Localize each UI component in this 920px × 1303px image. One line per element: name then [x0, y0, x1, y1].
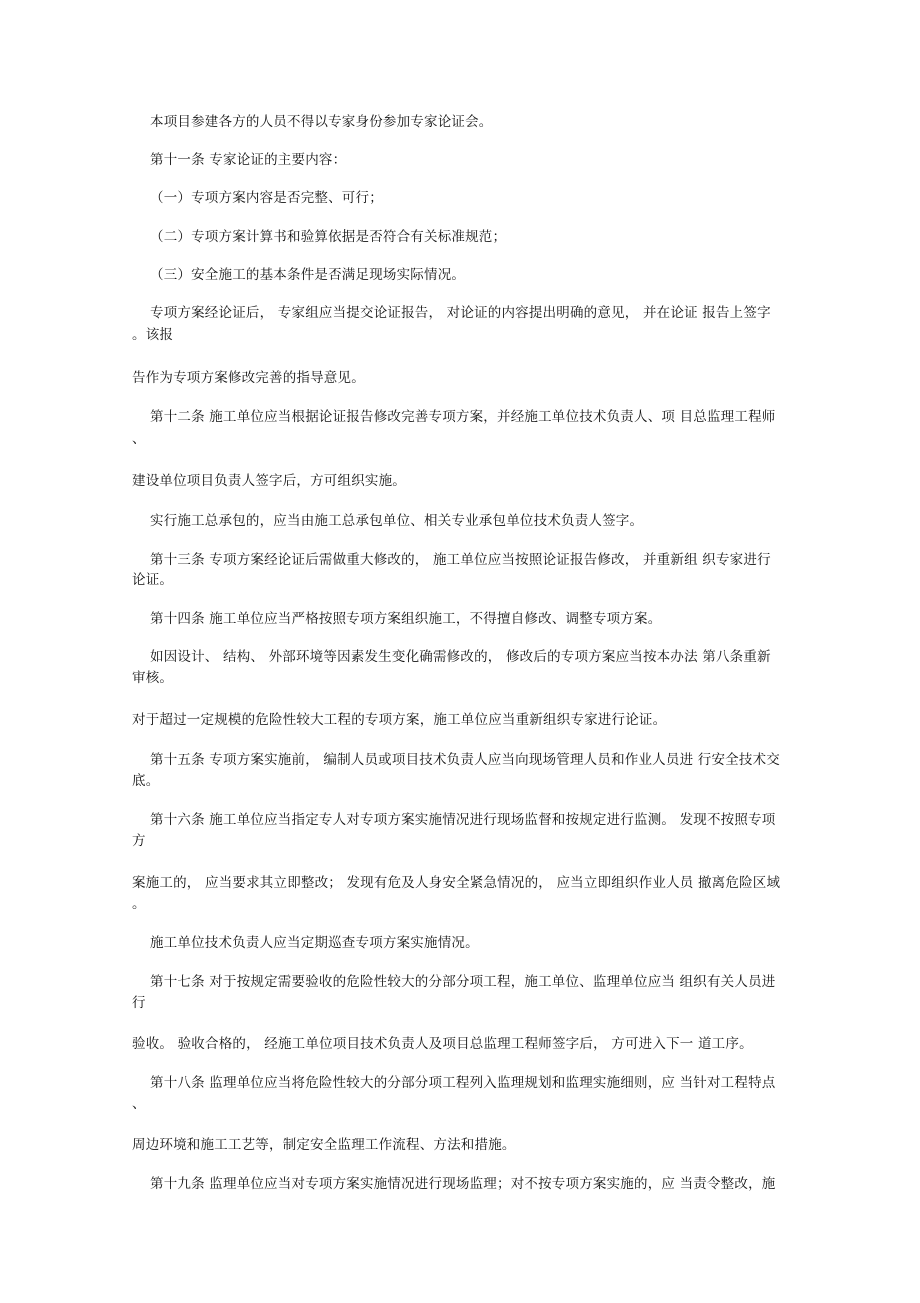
paragraph-line: 周边环境和施工工艺等，制定安全监理工作流程、方法和措施。	[132, 1137, 516, 1153]
paragraph-line: 。该报	[132, 327, 174, 343]
article-13-line: 第十三条 专项方案经论证后需做重大修改的， 施工单位应当按照论证报告修改， 并重新组 织专家进行	[150, 552, 771, 568]
paragraph-line: 施工单位技术负责人应当定期巡查专项方案实施情况。	[150, 935, 479, 951]
paragraph-line: 、	[132, 431, 146, 447]
paragraph-line: 论证。	[132, 572, 174, 588]
paragraph-line: 。	[132, 896, 146, 912]
paragraph-line: 方	[132, 833, 146, 849]
article-16-line: 第十六条 施工单位应当指定专人对专项方案实施情况进行现场监督和按规定进行监测。 发现不按照专项	[150, 812, 776, 828]
article-12-line: 第十二条 施工单位应当根据论证报告修改完善专项方案，并经施工单位技术负责人、项 目总监理工程师	[150, 409, 776, 425]
paragraph-line: 底。	[132, 773, 160, 789]
paragraph-line: 本项目参建各方的人员不得以专家身份参加专家论证会。	[150, 114, 493, 130]
paragraph-line: 验收。 验收合格的， 经施工单位项目技术负责人及项目总监理工程师签字后， 方可进入下一 道工序。	[132, 1036, 753, 1052]
paragraph-line: 告作为专项方案修改完善的指导意见。	[132, 370, 365, 386]
paragraph-line: 对于超过一定规模的危险性较大工程的专项方案，施工单位应当重新组织专家进行论证。	[132, 712, 667, 728]
list-item: （一）专项方案内容是否完整、可行；	[150, 190, 383, 206]
list-item: （二）专项方案计算书和验算依据是否符合有关标准规范；	[150, 229, 507, 245]
paragraph-line: 如因设计、 结构、 外部环境等因素发生变化确需修改的， 修改后的专项方案应当按本办法 第八条重新	[150, 649, 771, 665]
paragraph-line: 行	[132, 995, 146, 1011]
article-11-heading: 第十一条 专家论证的主要内容：	[150, 152, 347, 168]
article-18-line: 第十八条 监理单位应当将危险性较大的分部分项工程列入监理规划和监理实施细则，应 当针对工程特点	[150, 1075, 776, 1091]
list-item: （三）安全施工的基本条件是否满足现场实际情况。	[150, 267, 466, 283]
article-15-line: 第十五条 专项方案实施前， 编制人员或项目技术负责人应当向现场管理人员和作业人员进 行安全技术交	[150, 752, 780, 768]
paragraph-line: 案施工的， 应当要求其立即整改； 发现有危及人身安全紧急情况的， 应当立即组织作业人员 撤离危险区域	[132, 875, 781, 891]
article-17-line: 第十七条 对于按规定需要验收的危险性较大的分部分项工程，施工单位、监理单位应当 组织有关人员进	[150, 974, 776, 990]
paragraph-line: 专项方案经论证后， 专家组应当提交论证报告， 对论证的内容提出明确的意见， 并在论证 报告上签字	[150, 305, 771, 321]
paragraph-line: 审核。	[132, 670, 174, 686]
article-14-line: 第十四条 施工单位应当严格按照专项方案组织施工，不得擅自修改、调整专项方案。	[150, 611, 662, 627]
paragraph-line: 实行施工总承包的，应当由施工总承包单位、相关专业承包单位技术负责人签字。	[150, 513, 644, 529]
paragraph-line: 建设单位项目负责人签字后，方可组织实施。	[132, 473, 406, 489]
paragraph-line: 、	[132, 1096, 146, 1112]
article-19-line: 第十九条 监理单位应当对专项方案实施情况进行现场监理；对不按专项方案实施的，应 当责令整改，施	[150, 1176, 776, 1192]
